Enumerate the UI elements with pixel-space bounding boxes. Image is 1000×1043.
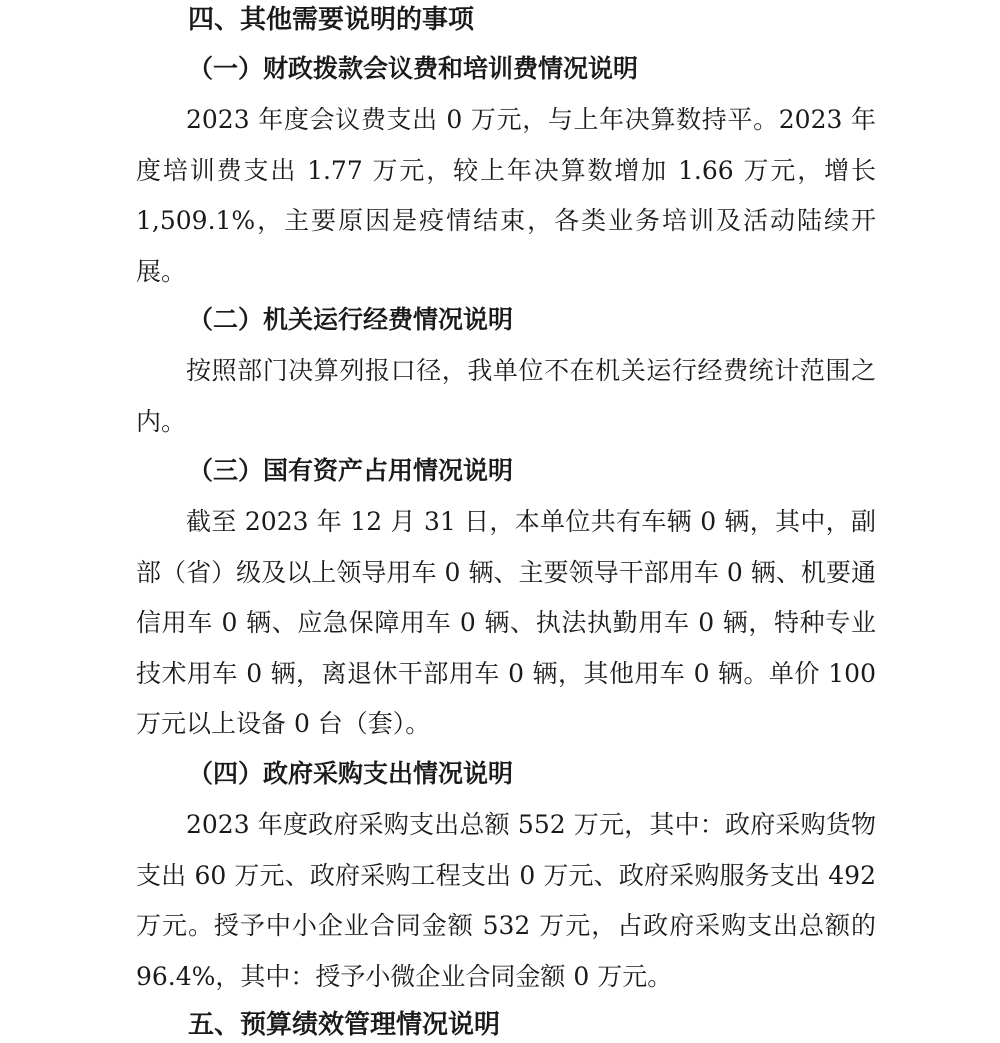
subsection-state-assets-body: 截至 2023 年 12 月 31 日，本单位共有车辆 0 辆，其中，副部（省）级及以上领导用车 0 辆、主要领导干部用车 0 辆、机要通信用车 0 辆、应急保障用车 0 辆、执法执勤用车 0 辆，特种专业技术用车 0 辆，离退休干部用车 0 辆，其他用车 0 辆。单价 100 万元以上设备 0 台（套）。	[136, 507, 876, 738]
subsection-procurement-heading: （四）政府采购支出情况说明	[188, 759, 514, 788]
subsection-meeting-training-body: 2023 年度会议费支出 0 万元，与上年决算数持平。2023 年度培训费支出 1.77 万元，较上年决算数增加 1.66 万元，增长 1,509.1%，主要原因是疫情结束，各类业务培训及活动陆续开展。	[136, 105, 876, 286]
subsection-meeting-training-heading: （一）财政拨款会议费和培训费情况说明	[188, 54, 639, 83]
section-four-heading: 四、其他需要说明的事项	[188, 5, 475, 35]
subsection-procurement-body: 2023 年度政府采购支出总额 552 万元，其中：政府采购货物支出 60 万元、政府采购工程支出 0 万元、政府采购服务支出 492 万元。授予中小企业合同金额 532 万元，占政府采购支出总额的 96.4%，其中：授予小微企业合同金额 0 万元。	[136, 810, 876, 991]
section-five-heading: 五、预算绩效管理情况说明	[188, 1010, 501, 1040]
subsection-operating-expenses-heading: （二）机关运行经费情况说明	[188, 305, 514, 334]
subsection-operating-expenses-body: 按照部门决算列报口径，我单位不在机关运行经费统计范围之内。	[136, 356, 876, 436]
subsection-state-assets-heading: （三）国有资产占用情况说明	[188, 456, 514, 485]
